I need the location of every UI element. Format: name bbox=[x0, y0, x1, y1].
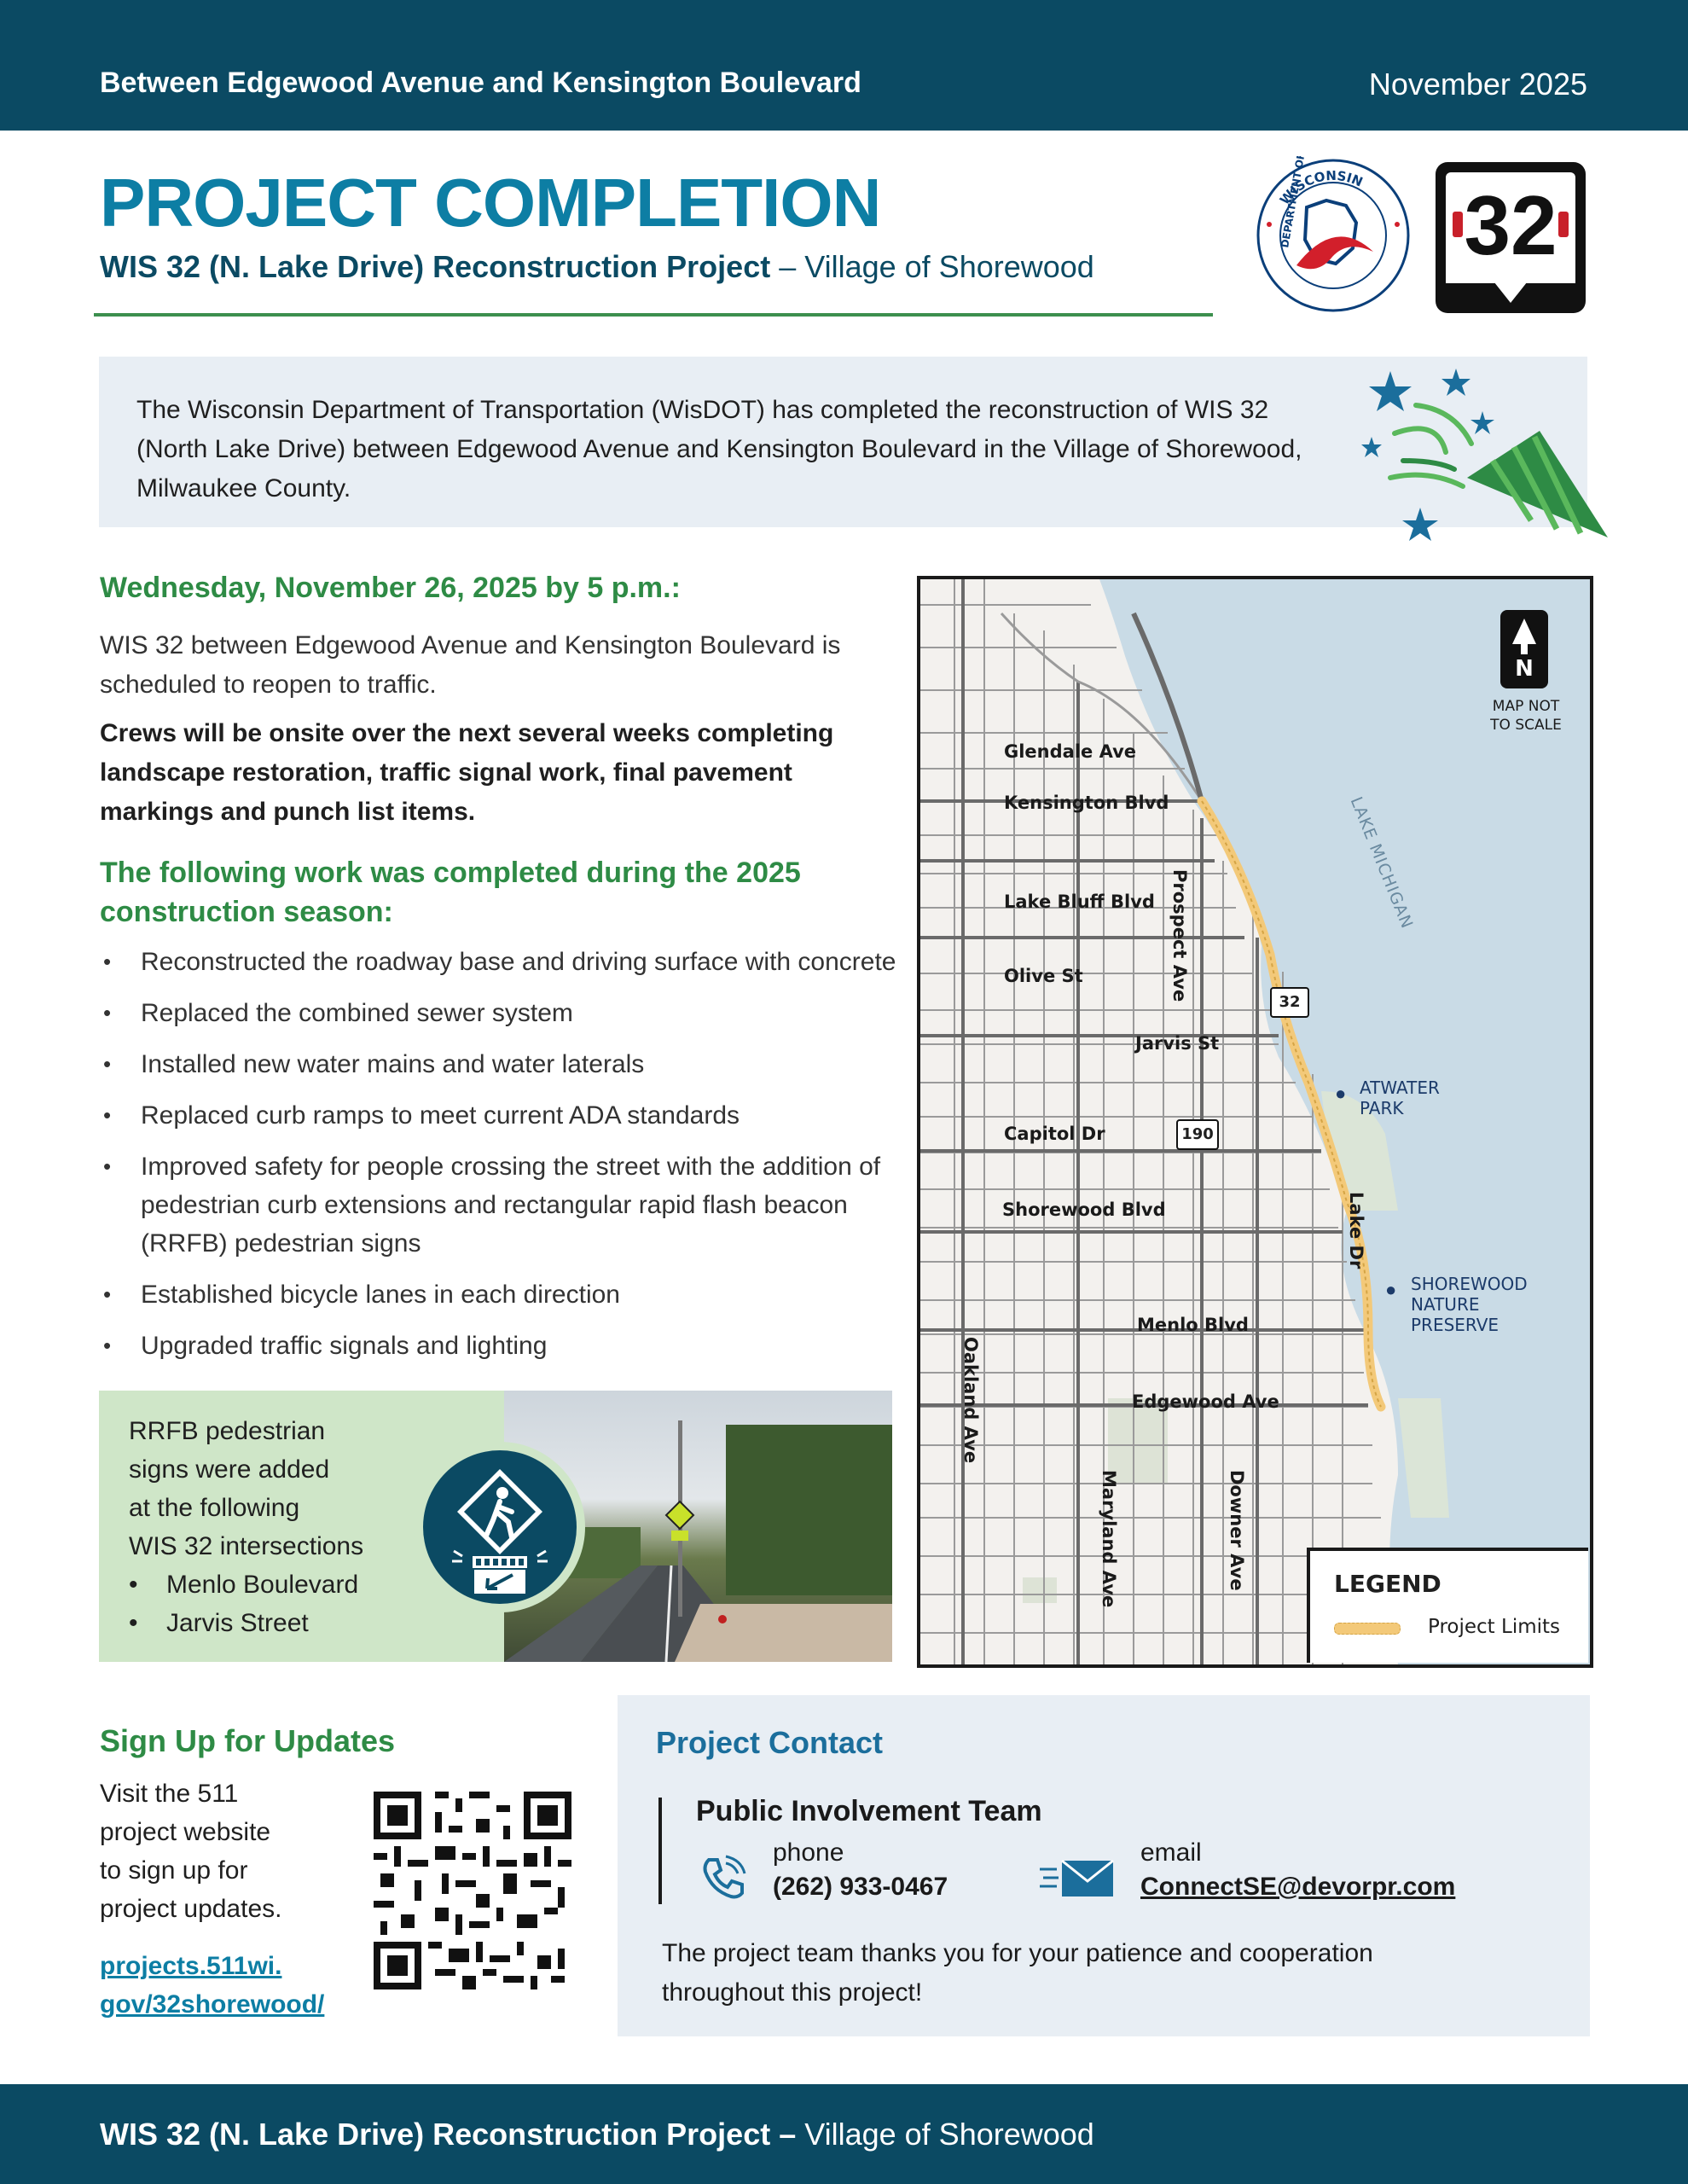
work-heading: The following work was completed during the 2025 construction season: bbox=[100, 857, 801, 928]
list-item: • Replaced the combined sewer system bbox=[100, 994, 902, 1032]
project-website-link[interactable] bbox=[100, 1947, 324, 2024]
thanks-line: The project team thanks you for your patience and cooperation bbox=[662, 1939, 1373, 1967]
footer-village: Village of Shorewood bbox=[796, 2117, 1094, 2152]
shield-right-badge-icon bbox=[1558, 212, 1569, 237]
north-arrow-icon bbox=[1500, 610, 1548, 688]
street-label-prospect: Prospect Ave bbox=[1169, 869, 1190, 1002]
street-label-capitol: Capitol Dr bbox=[1004, 1124, 1105, 1144]
rrfb-panel bbox=[99, 1391, 892, 1662]
shield-left-badge-icon bbox=[1453, 212, 1463, 237]
north-label: N bbox=[1515, 656, 1534, 682]
contact-team: Public Involvement Team bbox=[696, 1795, 1042, 1827]
rrfb-intersection-list bbox=[129, 1565, 363, 1642]
subtitle-village: – Village of Shorewood bbox=[770, 249, 1094, 284]
poi-line: SHOREWOOD bbox=[1411, 1274, 1528, 1294]
legend-title: LEGEND bbox=[1334, 1570, 1441, 1598]
phone-icon bbox=[699, 1853, 748, 1902]
list-item: • Installed new water mains and water laterals bbox=[100, 1045, 902, 1083]
list-item: • Replaced curb ramps to meet current ADA standards bbox=[100, 1096, 902, 1135]
wisdot-logo bbox=[1254, 156, 1412, 315]
map-shield-32: 32 bbox=[1270, 987, 1309, 1018]
location-pin-icon: ● bbox=[1385, 1279, 1397, 1300]
rrfb-line: signs were added bbox=[129, 1455, 330, 1484]
qr-code[interactable] bbox=[374, 1792, 571, 1989]
list-item: • Reconstructed the roadway base and driving surface with concrete bbox=[100, 943, 902, 981]
contact-heading: Project Contact bbox=[656, 1725, 884, 1760]
signup-line: project updates. bbox=[100, 1895, 282, 1923]
thanks-text bbox=[662, 1934, 1373, 2013]
signup-heading: Sign Up for Updates bbox=[100, 1723, 396, 1758]
street-label-shorewood: Shorewood Blvd bbox=[1002, 1199, 1166, 1220]
work-list bbox=[100, 943, 902, 1378]
scale-note-line: TO SCALE bbox=[1490, 717, 1562, 734]
signup-line: Visit the 511 bbox=[100, 1780, 239, 1808]
lake-michigan-label: LAKE MICHIGAN bbox=[1346, 794, 1417, 932]
atwater-park-label bbox=[1360, 1077, 1440, 1118]
phone-label: phone bbox=[773, 1838, 844, 1867]
project-website-link-line[interactable]: gov/32shorewood/ bbox=[100, 1990, 325, 2018]
map-legend bbox=[1307, 1548, 1588, 1663]
wisdot-logo-top-text: WISCONSIN bbox=[1276, 167, 1366, 208]
phone-number[interactable]: (262) 933-0467 bbox=[773, 1873, 948, 1901]
street-label-glendale: Glendale Ave bbox=[1004, 741, 1137, 762]
contact-divider bbox=[658, 1798, 662, 1904]
subtitle-project: WIS 32 (N. Lake Drive) Reconstruction Project bbox=[100, 249, 771, 284]
header-date: November 2025 bbox=[1368, 67, 1587, 102]
pedestrian-crossing-icon bbox=[423, 1450, 577, 1604]
page-title: PROJECT COMPLETION bbox=[100, 165, 881, 241]
signup-line: to sign up for bbox=[100, 1856, 248, 1885]
rrfb-line: at the following bbox=[129, 1494, 300, 1522]
list-item: • Jarvis Street bbox=[129, 1604, 363, 1642]
scale-note-line: MAP NOT bbox=[1492, 698, 1560, 715]
rrfb-text bbox=[129, 1412, 363, 1642]
street-label-menlo: Menlo Blvd bbox=[1137, 1315, 1249, 1335]
header-location: Between Edgewood Avenue and Kensington Boulevard bbox=[100, 67, 861, 99]
scale-note bbox=[1483, 697, 1569, 735]
email-label: email bbox=[1140, 1838, 1202, 1867]
poi-line: PARK bbox=[1360, 1098, 1404, 1118]
footer-project: WIS 32 (N. Lake Drive) Reconstruction Project – bbox=[100, 2117, 797, 2152]
list-item: • Upgraded traffic signals and lighting bbox=[100, 1327, 902, 1365]
location-pin-icon: ● bbox=[1335, 1083, 1347, 1104]
footer-text bbox=[100, 2117, 1094, 2152]
email-address-link[interactable]: ConnectSE@devorpr.com bbox=[1140, 1873, 1456, 1901]
route-32-shield bbox=[1436, 162, 1586, 313]
street-label-jarvis: Jarvis St bbox=[1135, 1033, 1220, 1054]
rrfb-line: WIS 32 intersections bbox=[129, 1532, 364, 1560]
legend-item: Project Limits bbox=[1428, 1616, 1561, 1638]
project-website-link-line[interactable]: projects.511wi. bbox=[100, 1952, 282, 1980]
celebration-horn-icon bbox=[1343, 358, 1608, 555]
project-map bbox=[917, 576, 1593, 1668]
list-item: • Improved safety for people crossing the street with the addition of pedestrian curb extensions and rectangular rapid flash beacon (RRFB) pedestrian signs bbox=[100, 1147, 902, 1263]
rrfb-line: RRFB pedestrian bbox=[129, 1417, 326, 1445]
street-label-oakland: Oakland Ave bbox=[960, 1337, 981, 1464]
list-item: • Established bicycle lanes in each direction bbox=[100, 1275, 902, 1314]
street-label-edgewood: Edgewood Ave bbox=[1132, 1391, 1279, 1412]
poi-line: ATWATER bbox=[1360, 1077, 1440, 1098]
page-subtitle bbox=[100, 249, 1094, 285]
email-icon bbox=[1040, 1857, 1117, 1902]
poi-line: NATURE bbox=[1411, 1294, 1480, 1315]
project-limits-swatch bbox=[1334, 1623, 1401, 1635]
thanks-line: throughout this project! bbox=[662, 1978, 923, 2007]
reopen-heading: Wednesday, November 26, 2025 by 5 p.m.: bbox=[100, 572, 681, 604]
street-label-lake-bluff: Lake Bluff Blvd bbox=[1004, 892, 1155, 912]
street-label-kensington: Kensington Blvd bbox=[1004, 793, 1169, 813]
project-contact-panel bbox=[618, 1695, 1590, 2036]
nature-preserve-label bbox=[1411, 1274, 1528, 1335]
title-divider bbox=[94, 313, 1213, 317]
signup-text bbox=[100, 1774, 281, 1928]
header-bar bbox=[0, 0, 1688, 131]
signup-line: project website bbox=[100, 1818, 271, 1846]
footer-bar bbox=[0, 2084, 1688, 2184]
list-item: • Menlo Boulevard bbox=[129, 1565, 363, 1604]
street-label-olive: Olive St bbox=[1004, 966, 1083, 986]
pedestrian-sign-badge bbox=[415, 1442, 585, 1612]
street-label-downer: Downer Ave bbox=[1227, 1470, 1247, 1591]
street-label-maryland: Maryland Ave bbox=[1099, 1470, 1119, 1608]
crews-notice: Crews will be onsite over the next several weeks completing landscape restoration, traffic signal work, final pavement markings and punch list items. bbox=[100, 719, 834, 826]
map-shield-190: 190 bbox=[1176, 1119, 1219, 1150]
poi-line: PRESERVE bbox=[1411, 1315, 1499, 1335]
route-number: 32 bbox=[1464, 178, 1557, 272]
reopen-text: WIS 32 between Edgewood Avenue and Kensington Boulevard is scheduled to reopen to traffic. bbox=[100, 631, 841, 699]
street-label-lake-dr: Lake Dr bbox=[1346, 1192, 1366, 1269]
intro-text: The Wisconsin Department of Transportation (WisDOT) has completed the reconstruction of WIS 32 (North Lake Drive) between Edgewood Avenue and Kensington Boulevard in the Village of Shorewood, Milwaukee County. bbox=[136, 396, 1302, 502]
